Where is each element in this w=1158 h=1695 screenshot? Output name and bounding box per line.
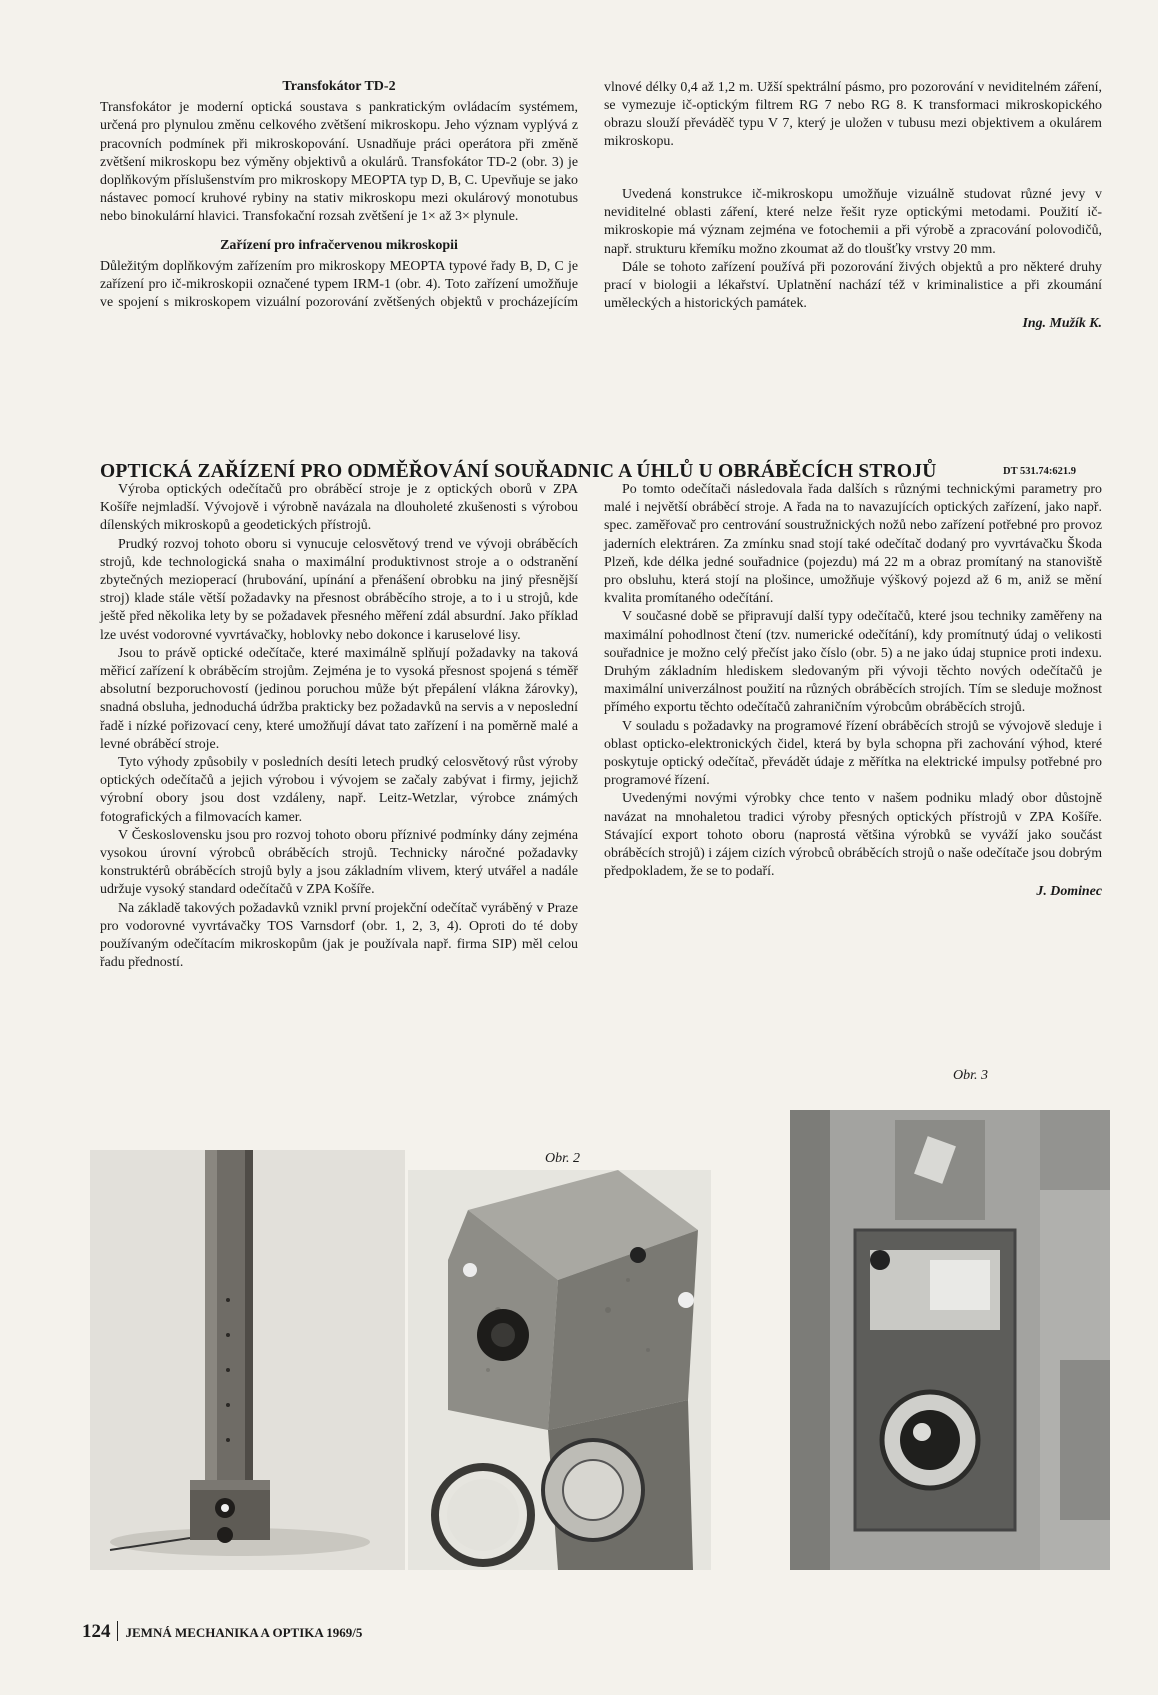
paragraph: Prudký rozvoj tohoto oboru si vynucuje celosvětový trend ve vývoji obráběcích strojů, kde technologická snaha o maximální produktivnost stroje a o odstranění zbytečných mezioperací (hrubování, upínání a přenášení obrobku na jiný přesnější stroj) klade stále větší požadavky na přesnost obráběcího stroje, a to i u strojů, kde ještě před několika lety by se požadavek přesného měření zdál absurdní. Jako příklad lze uvést vodorovné vyvrtávačky, hoblovky nebo dokonce i karuselové lisy. (100, 536, 578, 643)
article-left-column (100, 481, 578, 972)
page-number: 124 (82, 1621, 111, 1642)
figure-1-photo (90, 1150, 405, 1570)
page-footer (82, 1621, 362, 1643)
author-signature: J. Dominec (1036, 884, 1102, 900)
section-transfokator (100, 78, 578, 312)
paragraph: Dále se tohoto zařízení používá při pozorování živých objektů a pro některé druhy prací v biologii a lékařství. Uplatnění nachází též v kriminalistice a při zkoumání uměleckých a historických památek. (604, 259, 1102, 312)
paragraph: V souladu s požadavky na programové řízení obráběcích strojů se vývojově sleduje i oblast opticko-elektronických čidel, která by byla schopna při zachování výhod, které poskytuje optický odečítač, převádět údaje z měřítka na elektrické impulsy potřebné pro programové řízení. (604, 718, 1102, 789)
paragraph: Na základě takových požadavků vznikl první projekční odečítač vyráběný v Praze pro vodorovné vyvrtávačky TOS Varnsdorf (obr. 1, 2, 3, 4). Oproti do té doby používaným odečítacím mikroskopům (jak je používala např. firma SIP) měl celou řadu předností. (100, 900, 578, 971)
paragraph: Transfokátor je moderní optická soustava s pankratickým ovládacím systémem, určená pro plynulou změnu celkového zvětšení mikroskopu. Jeho význam vyplývá z pracovních podmínek při mikroskopování. Usnadňuje práci operátora při změně zvětšení mikroskopu bez výměny objektivů a okulárů. Transfokátor TD-2 (obr. 3) je doplňkovým příslušenstvím pro mikroskopy MEOPTA typ D, B, C. Upevňuje se jako nástavec pomocí kruhové rybiny na stativ mikroskopu mezi okulárový monotubus nebo binokulární hlavici. Transfokační rozsah zvětšení je 1× až 3× plynule. (100, 100, 578, 225)
dt-classification: DT 531.74:621.9 (1003, 466, 1077, 477)
paragraph: Uvedenými novými výrobky chce tento v našem podniku mladý obor důstojně navázat na mnohaletou tradici výroby přesných optických přístrojů v ZPA Košíře. Stávající export tohoto oboru (naprostá většina výrobků se vyváží jako součást obráběcích strojů) i zájem cizích výrobců obráběcích strojů o naše odečítače jsou dobrým předpokladem, že se to podaří. (604, 791, 1102, 880)
journal-name: JEMNÁ MECHANIKA A OPTIKA 1969/5 (125, 1625, 363, 1640)
paragraph-continuation: vlnové délky 0,4 až 1,2 m. Užší spektrální pásmo, pro pozorování v neviditelném záření, se vymezuje ič-optickým filtrem RG 7 nebo RG 8. K transformaci mikroskopického obrazu slouží převáděč typu V 7, který je uložen v tubusu mezi objektivem a okulárem mikroskopu. (604, 79, 1102, 150)
figure-3-photo (790, 1110, 1110, 1570)
footer-divider (117, 1621, 118, 1641)
paragraph: V Československu jsou pro rozvoj tohoto oboru příznivé podmínky dány zejména vysokou úrovní výrobců obráběcích strojů. Technicky náročné požadavky konstruktérů obráběcích strojů byly a jsou základním vlivem, který utvářel a nadále udržuje vysoký standard odečítačů v ZPA Košíře. (100, 827, 578, 898)
figure-3-caption: Obr. 3 (953, 1068, 989, 1083)
paragraph: Po tomto odečítači následovala řada dalších s různými technickými parametry pro malé i největší obráběcí stroje. A řada na to navazujících optických zařízení, jako např. spec. zaměřovač pro centrování soustružnických nožů nebo zařízení potřebné pro provoz jaderních elektráren. Za zmínku snad stojí také odečítač dodaný pro vyvrtávačku Škoda Plzeň, kde délka jedné souřadnice (pojezdu) má 22 m a obraz promítaný na stanoviště pro obsluhu, která stojí na plošince, umožňuje výškový pojezd až 6 m, aniž se mění kvalita promítaného odečítání. (604, 482, 1102, 607)
paragraph: Uvedená konstrukce ič-mikroskopu umožňuje vizuálně studovat různé jevy v neviditelné oblasti záření, které nelze řešit ryze optickými metodami. Použití ič-mikroskopie má význam zejména ve fotochemii a při výrobě a zpracování polovodičů, např. strukturu křemíku možno zkoumat až do tloušťky vrstvy 20 mm. (604, 187, 1102, 257)
paragraph: Výroba optických odečítačů pro obráběcí stroje je z optických oborů v ZPA Košíře nejmladší. Vývojově i výrobně navázala na dlouholeté zkušenosti s výrobou dílenských mikroskopů a geodetických přístrojů. (100, 482, 578, 534)
article-right-column (604, 481, 1102, 902)
author-signature: Ing. Mužík K. (1022, 316, 1102, 332)
paragraph: Důležitým doplňkovým zařízením pro mikroskopy MEOPTA typové řady B, D, C je zařízení pro ič-mikroskopii označené typem IRM-1 (obr. 4). Toto zařízení umožňuje ve spojení s mikroskopem vizuální pozorování zvětšených objektů v procházejícím (100, 258, 578, 311)
figure-2-caption: Obr. 2 (545, 1151, 581, 1166)
paragraph: Tyto výhody způsobily v posledních desíti letech prudký celosvětový růst výroby optických odečítačů a jejich výrobou i vývojem se začaly zabývat i firmy, jejichž výrobní obory jsou dost vzdáleny, např. Leitz-Wetzlar, výrobce známých fotografických a filmovacích kamer. (100, 755, 578, 825)
paragraph: V současné době se připravují další typy odečítačů, které jsou techniky zaměřeny na maximální pohodlnost čtení (tzv. numerické odečítání), kdy promítnutý údaj o velikosti souřadnice je možno celý přečíst jako číslo (obr. 5) a ne jako údaj stupnice proti indexu. Druhým základním hlediskem sledovaným při vývoji těchto nových odečítačů je maximální univerzálnost použití na různých obráběcích strojích. Tím se sleduje možnost přímého exportu těchto odečítačů zahraničním výrobcům obráběcích strojů. (604, 609, 1102, 716)
section-title: Zařízení pro infračervenou mikroskopii (220, 237, 458, 253)
figure-2-photo (408, 1170, 711, 1570)
paragraph: Jsou to právě optické odečítače, které maximálně splňují požadavky na taková měřicí zařízení k obráběcím strojům. Zejména je to vysoká přesnost spojená s téměř absolutní bezporuchovostí (jedinou poruchou může být přepálení vlákna žárovky), snadná obsluha, jednoduchá údržba prakticky bez požadavků na servis a v neposlední řadě i nízké pořizovací ceny, které umožňují dávat tato zařízení i na poměrně malé a levné obráběcí stroje. (100, 645, 578, 752)
section-title: Transfokátor TD-2 (282, 79, 396, 94)
article-title: OPTICKÁ ZAŘÍZENÍ PRO ODMĚŘOVÁNÍ SOUŘADNIC A ÚHLŮ U OBRÁBĚCÍCH STROJŮ (100, 461, 937, 482)
section-ir-continuation (604, 78, 1102, 334)
